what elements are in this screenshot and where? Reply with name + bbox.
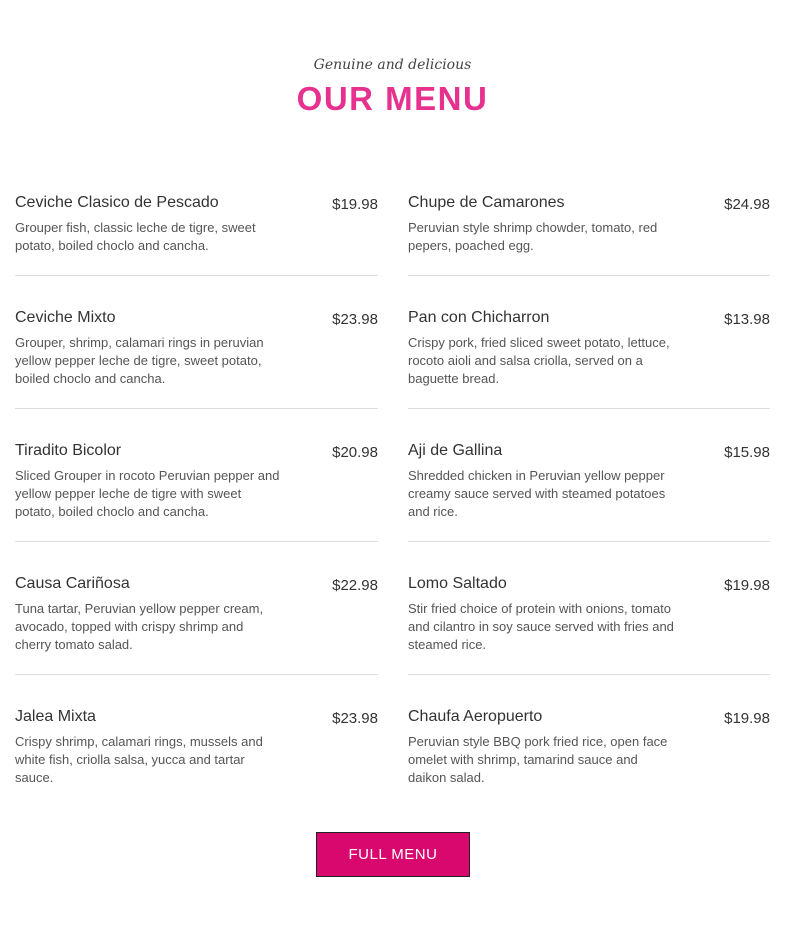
menu-item-name: Tiradito Bicolor — [15, 442, 122, 459]
menu-item — [408, 562, 770, 675]
menu-item-price: $20.98 — [332, 444, 378, 461]
menu-item-description: Peruvian style BBQ pork fried rice, open face omelet with shrimp, tamarind sauce and daikon salad. — [408, 734, 668, 785]
menu-item-name: Chupe de Camarones — [408, 194, 565, 211]
full-menu-button[interactable]: FULL MENU — [316, 832, 470, 877]
menu-item — [408, 296, 770, 409]
menu-item-price: $23.98 — [332, 311, 378, 328]
menu-item-name: Lomo Saltado — [408, 575, 507, 592]
menu-tagline: Genuine and delicious — [313, 57, 472, 73]
menu-item — [408, 181, 770, 276]
menu-item — [15, 296, 378, 409]
menu-item-price: $13.98 — [724, 311, 770, 328]
menu-item-price: $23.98 — [332, 710, 378, 727]
menu-item-description: Shredded chicken in Peruvian yellow pepper creamy sauce served with steamed potatoes and rice. — [408, 468, 666, 519]
menu-item — [408, 695, 770, 807]
menu-item — [15, 562, 378, 675]
menu-item-description: Stir fried choice of protein with onions, tomato and cilantro in soy sauce served with fries and steamed rice. — [408, 601, 674, 652]
menu-item-description: Grouper, shrimp, calamari rings in peruvian yellow pepper leche de tigre, sweet potato, boiled choclo and cancha. — [15, 335, 264, 386]
menu-item-name: Ceviche Mixto — [15, 309, 116, 326]
menu-item-name: Chaufa Aeropuerto — [408, 708, 543, 725]
menu-column-left — [15, 181, 378, 827]
menu-item-description: Peruvian style shrimp chowder, tomato, red pepers, poached egg. — [408, 220, 658, 253]
menu-item-price: $19.98 — [724, 577, 770, 594]
menu-item — [15, 429, 378, 542]
menu-item-name: Aji de Gallina — [408, 442, 503, 459]
menu-item-price: $24.98 — [724, 196, 770, 213]
menu-item-price: $19.98 — [332, 196, 378, 213]
menu-item-description: Crispy shrimp, calamari rings, mussels and white fish, criolla salsa, yucca and tartar sauce. — [15, 734, 263, 785]
menu-item-description: Sliced Grouper in rocoto Peruvian pepper and yellow pepper leche de tigre with sweet potato, boiled choclo and cancha. — [15, 468, 280, 519]
menu-item — [15, 181, 378, 276]
menu-item-description: Crispy pork, fried sliced sweet potato, lettuce, rocoto aioli and salsa criolla, served on a baguette bread. — [408, 335, 670, 386]
menu-item-name: Ceviche Clasico de Pescado — [15, 194, 219, 211]
menu-item-description: Tuna tartar, Peruvian yellow pepper cream, avocado, topped with crispy shrimp and cherry tomato salad. — [15, 601, 264, 652]
menu-title: OUR MENU — [296, 80, 489, 117]
menu-item-name: Pan con Chicharron — [408, 309, 550, 326]
menu-item-price: $19.98 — [724, 710, 770, 727]
menu-column-right — [408, 181, 770, 827]
menu-item-name: Jalea Mixta — [15, 708, 96, 725]
menu-item-price: $22.98 — [332, 577, 378, 594]
menu-item-price: $15.98 — [724, 444, 770, 461]
menu-item-description: Grouper fish, classic leche de tigre, sweet potato, boiled choclo and cancha. — [15, 220, 256, 253]
menu-item-name: Causa Cariñosa — [15, 575, 130, 592]
menu-item — [408, 429, 770, 542]
menu-item — [15, 695, 378, 807]
